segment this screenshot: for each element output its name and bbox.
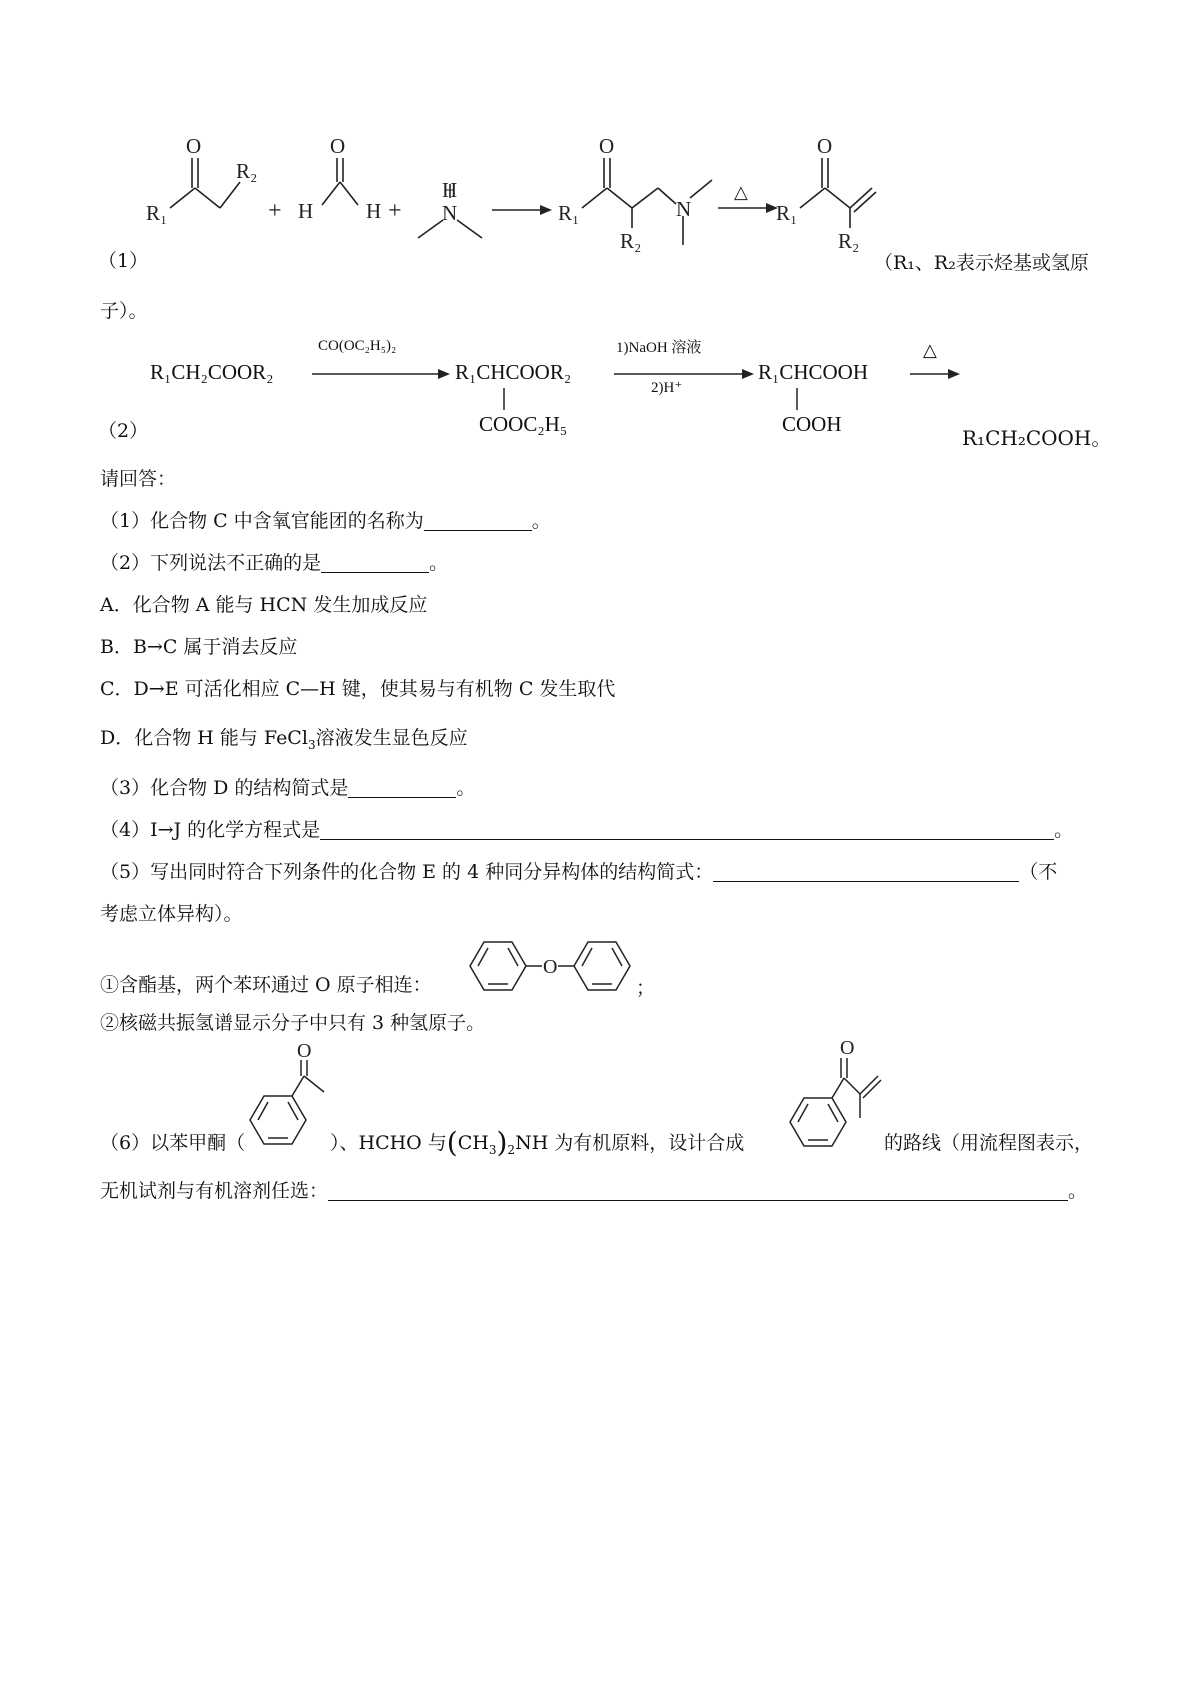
option-d: D．化合物 H 能与 FeCl$_3$溶液发生显色反应 [100,727,468,752]
r2-label: R₂ [620,229,642,253]
condition-1-end: ； [636,977,656,999]
answer-blank[interactable] [320,819,1054,840]
plus-sign: + [268,198,282,224]
question-1: （1）化合物 C 中含氧官能团的名称为 。 [100,510,551,532]
oxygen-label: O [297,1040,312,1062]
answer-blank[interactable] [328,1180,1068,1201]
question-6-continued: 无机试剂与有机溶剂任选： 。 [100,1180,1088,1202]
plus-sign: + [388,198,402,224]
oxygen-label: O [330,134,346,158]
heat-symbol: △ [923,340,937,360]
question-4: （4）I→J 的化学方程式是 。 [100,819,1074,841]
oxygen-label: O [543,956,558,978]
prompt: 请回答： [100,468,177,490]
item-number: （2） [98,420,149,442]
oxygen-label: O [840,1037,855,1059]
r-group-note: （R₁、R₂表示烃基或氢原 [874,252,1089,274]
question-2: （2）下列说法不正确的是 。 [100,552,449,574]
n-label: N [676,197,692,221]
question-5: （5）写出同时符合下列条件的化合物 E 的 4 种同分异构体的结构简式： （不 [100,861,1058,883]
malonic-step-reactant: R₁CH₂COOR₂ [150,360,274,384]
known-reaction-2 [0,330,1200,450]
oxygen-label: O [186,134,202,158]
diacid-bottom: COOH [782,412,842,436]
intermediate-bottom: COOC₂H₅ [479,412,568,436]
option-c: C．D→E 可活化相应 C—H 键，使其易与有机物 C 发生取代 [100,678,616,700]
question-6-end: 的路线（用流程图表示， [884,1132,1094,1154]
question-6-middle: ）、HCHO 与$(CH_3)_2NH$ 为有机原料，设计合成 [330,1126,745,1159]
r1-label: R₁ [776,201,798,225]
acetophenone-structure [240,1040,330,1155]
question-3: （3）化合物 D 的结构简式是 。 [100,777,476,799]
reaction-1-scheme [0,120,880,270]
heat-symbol: △ [734,182,748,202]
target-enone-structure [780,1032,890,1157]
answer-blank[interactable] [424,510,532,531]
option-b: B．B→C 属于消去反应 [100,636,298,658]
known-reaction-1 [0,0,1200,322]
item-number: （1） [98,250,149,272]
condition-2: ②核磁共振氢谱显示分子中只有 3 种氢原子。 [100,1012,486,1034]
reaction-2-arrows [0,330,960,430]
diacid-top: R₁CHCOOH [758,360,869,384]
reagent-label: CO(OC₂H₅)₂ [318,338,397,354]
reagent-label: 2)H⁺ [651,380,683,396]
question-5-continued: 考虑立体异构）。 [100,903,243,925]
intermediate-top: R₁CHCOOR₂ [455,360,572,384]
answer-blank[interactable] [713,861,1019,882]
h-label: H [366,199,382,223]
h-label: H [442,178,458,202]
r2-label: R₂ [838,229,860,253]
oxygen-label: O [599,134,615,158]
final-product: R₁CH₂COOH。 [962,426,1112,450]
option-a: A．化合物 A 能与 HCN 发生加成反应 [100,594,428,616]
condition-1: ①含酯基，两个苯环通过 O 原子相连： [100,974,432,996]
oxygen-label: O [817,134,833,158]
r1-label: R₁ [558,201,580,225]
diphenyl-ether-structure [460,934,640,998]
h-label: H [298,199,314,223]
answer-blank[interactable] [321,552,429,573]
question-6-start: （6）以苯甲酮（ [100,1132,246,1154]
r1-label: R₁ [146,201,168,225]
answer-blank[interactable] [348,777,456,798]
r-group-note-continued: 子）。 [100,300,148,322]
n-label: N [442,201,458,225]
reagent-label: 1)NaOH 溶液 [616,340,702,356]
r2-label: R₂ [236,159,258,183]
